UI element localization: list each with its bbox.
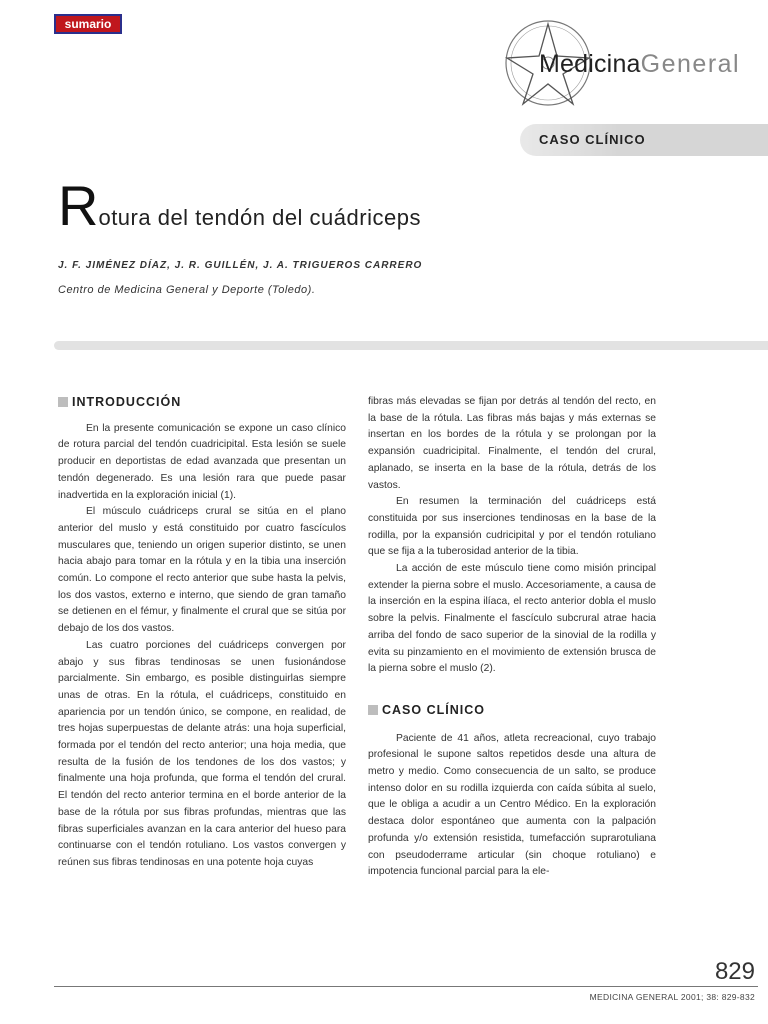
sumario-button[interactable]: sumario [54, 14, 122, 34]
journal-reference: MEDICINA GENERAL 2001; 38: 829-832 [589, 992, 755, 1002]
brand-general: General [640, 50, 741, 78]
left-column [58, 394, 346, 872]
square-bullet-icon [58, 397, 68, 407]
section-label: CASO CLÍNICO [539, 132, 646, 147]
footer-rule [54, 986, 758, 987]
heading-caso-clinico [368, 702, 656, 719]
paragraph: El músculo cuádriceps crural se sitúa en el plano anterior del muslo y está constituido por cuatro fascículos musculares que, teniendo un origen superior distinto, se unen hacia abajo para tomar en la rótula y en la tibia una inserción común. Lo compone el recto anterior que sube hasta la pelvis, los dos vastos, externo e interno, que siendo de gran tamaño se detienen en el fémur, y finalmente el crural que se sitúa por debajo de los dos vastos. [58, 506, 346, 635]
paragraph: Paciente de 41 años, atleta recreacional, cuyo trabajo profesional le supone saltos repetidos desde una altura de metro y medio. Como consecuencia de un salto, se produce intenso dolor en su rodilla izquierda con caída súbita al suelo, que le obliga a acudir a un Centro Médico. En la exploración destaca dolor espontáneo que aumenta con la palpación profunda y/o extensión resistida, tumefacción suprarotuliana con pseudoderrame articular (sin choque rotuliano) e impotencia funcional parcial para la ele- [368, 732, 656, 878]
paragraph: La acción de este músculo tiene como misión principal extender la pierna sobre el muslo. Accesoriamente, a causa de la inserción en la espina ilíaca, el recto anterior dobla el muslo sobre la pelvis. Finalmente el fascículo subcrural atrae hacia arriba del fondo de saco superior de la sinovial de la rodilla y evita su pinzamiento en el movimiento de extensión brusca de la pierna sobre el muslo (2). [368, 563, 656, 675]
paragraph: En resumen la terminación del cuádriceps está constituida por sus inserciones tendinosas en la base de la rodilla, por la expansión cudricipital y por el tendón rotuliano que se fija a la tuberosidad anterior de la tibia. [368, 496, 656, 558]
heading-text: CASO CLÍNICO [382, 702, 485, 717]
title-initial: R [58, 174, 99, 237]
authors: J. F. JIMÉNEZ DÍAZ, J. R. GUILLÉN, J. A. TRIGUEROS CARRERO [58, 260, 423, 271]
affiliation: Centro de Medicina General y Deporte (Toledo). [58, 284, 316, 296]
heading-introduccion [58, 394, 346, 411]
journal-brand [539, 50, 740, 79]
section-divider [54, 341, 768, 350]
article-title [58, 174, 421, 237]
square-bullet-icon [368, 705, 378, 715]
page-number: 829 [714, 958, 755, 985]
paragraph: Las cuatro porciones del cuádriceps convergen por abajo y sus fibras tendinosas se unen fusionándose parcialmente. Sin embargo, es posible distinguirlas siempre unas de otras. En la rótula, el cuádriceps, constituido en apariencia por un tendón único, se compone, en realidad, de tres hojas superpuestas de delante atrás: una hoja superficial, formada por el tendón del recto anterior; una hoja media, que resulta de la fusión de los tendones de los dos vastos; y finalmente una hoja profunda, que forma el tendón del crural. El tendón del recto anterior termina en el borde anterior de la base de la rótula por sus fibras profundas, mientras que las fibras superficiales avanzan en la cara anterior del hueso para continuarse con el tendón rotuliano. Los vastos convergen y reúnen sus fibras tendinosas en una potente hoja cuyas [58, 639, 346, 868]
brand-medicina: Medicina [539, 50, 641, 78]
paragraph: En la presente comunicación se expone un caso clínico de rotura parcial del tendón cuadricipital. Esta lesión se suele producir en deportistas de edad avanzada que presentan un tendón degenerado. Es una lesión rara que puede pasar inadvertida en la exploración inicial (1). [58, 422, 346, 501]
right-column [368, 394, 656, 881]
section-banner [520, 124, 768, 156]
heading-text: INTRODUCCIÓN [72, 395, 182, 409]
title-text: otura del tendón del cuádriceps [98, 205, 421, 230]
paragraph-continuation: fibras más elevadas se fijan por detrás al tendón del recto, en la base de la rótula. Las fibras más bajas y más externas se insertan en los bordes de la rótula y se prolongan por la expansión cuadricipital. Finalmente, el tendón del crural, aplanado, se inserta en la base de la rótula, detrás de los vastos. [368, 396, 656, 491]
